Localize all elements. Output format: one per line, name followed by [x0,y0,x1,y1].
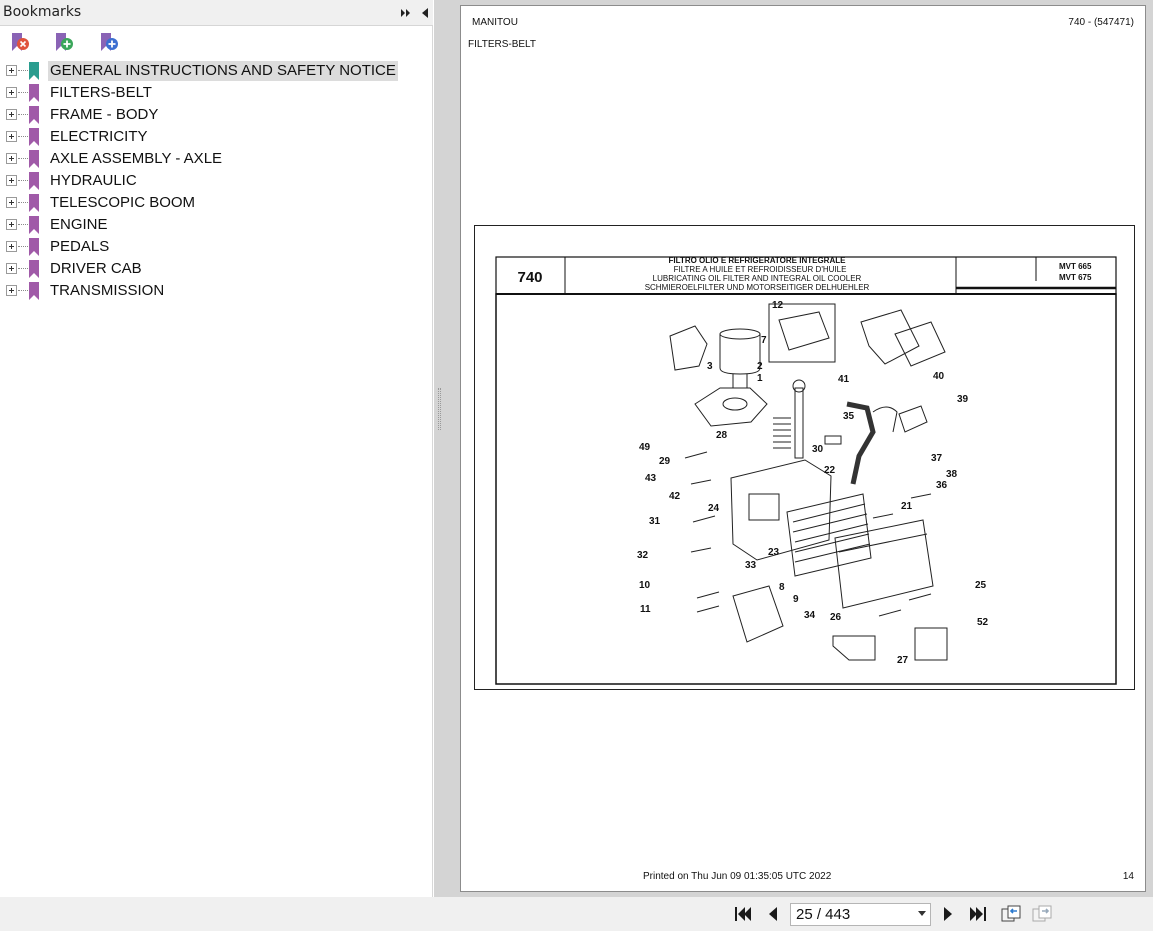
expand-toggle-icon[interactable] [6,131,17,142]
bookmark-item[interactable] [0,126,432,148]
bookmark-icon [28,172,40,190]
add-child-bookmark-icon[interactable] [97,31,121,55]
exploded-view-parts [670,304,947,660]
callout-number: 40 [933,371,945,382]
bookmark-label: PEDALS [50,238,110,255]
expand-toggle-icon[interactable] [6,175,17,186]
callout-number: 32 [637,550,649,561]
callout-number: 39 [957,394,969,405]
tree-connector [18,180,28,181]
bookmark-item[interactable] [0,236,432,258]
callout-number: 33 [745,560,757,571]
bookmark-item[interactable] [0,82,432,104]
bookmark-item[interactable] [0,104,432,126]
document-page [460,5,1146,892]
add-bookmark-icon[interactable] [52,31,76,55]
callout-number: 52 [977,617,989,628]
diagram-border [496,294,1116,684]
tree-connector [18,158,28,159]
figure-title-fr: FILTRE A HUILE ET REFROIDISSEUR D'HUILE [673,265,847,274]
prev-page-icon[interactable] [762,904,784,924]
callout-number: 1 [757,373,763,384]
bookmark-label: FRAME - BODY [50,106,159,123]
bookmarks-header [0,0,433,26]
figure-model-1: MVT 665 [1059,262,1092,271]
bookmark-icon [28,238,40,256]
tree-connector [18,136,28,137]
bookmark-icon [28,84,40,102]
bookmark-item[interactable] [0,60,432,82]
figure-title-it: FILTRO OLIO E REFRIGERATORE INTEGRALE [668,256,846,265]
callout-number: 23 [768,547,780,558]
expand-toggle-icon[interactable] [6,153,17,164]
bookmark-item[interactable] [0,280,432,302]
expand-toggle-icon[interactable] [6,219,17,230]
figure-title-de: SCHMIEROELFILTER UND MOTORSEITIGER DELHUEHLER [644,283,870,292]
callout-number: 35 [843,411,855,422]
callout-number: 34 [804,610,816,621]
bookmark-label: AXLE ASSEMBLY - AXLE [50,150,223,167]
callout-number: 2 [757,361,763,372]
remove-bookmark-icon[interactable] [8,31,32,55]
collapse-panel-icon[interactable] [418,5,432,19]
part-callouts [637,300,989,666]
callout-number: 37 [931,453,943,464]
expand-toggle-icon[interactable] [6,263,17,274]
tree-connector [18,246,28,247]
splitter-grip[interactable] [438,388,441,430]
callout-number: 25 [975,580,987,591]
bookmark-icon [28,150,40,168]
bookmark-icon [28,62,40,80]
callout-number: 21 [901,501,913,512]
callout-number: 24 [708,503,720,514]
bookmark-item[interactable] [0,148,432,170]
forward-view-icon[interactable] [1031,904,1053,924]
title-block [496,256,1116,294]
printed-on-footer: Printed on Thu Jun 09 01:35:05 UTC 2022 [643,871,832,882]
bookmark-item[interactable] [0,170,432,192]
bookmark-item[interactable] [0,192,432,214]
bookmark-label: DRIVER CAB [50,260,142,277]
page-section: FILTERS-BELT [468,39,536,50]
page-number-value: 25 / 443 [796,906,851,923]
tree-connector [18,202,28,203]
callout-number: 36 [936,480,948,491]
page-brand: MANITOU [472,17,518,28]
bookmark-label: ENGINE [50,216,108,233]
page-reference: 740 - (547471) [1068,17,1134,28]
tree-connector [18,224,28,225]
tree-connector [18,114,28,115]
callout-number: 28 [716,430,728,441]
figure-title-en: LUBRICATING OIL FILTER AND INTEGRAL OIL COOLER [652,274,862,283]
bookmarks-toolbar [0,27,433,59]
figure-code: 740 [517,269,543,286]
expand-toggle-icon[interactable] [6,197,17,208]
expand-all-icon[interactable] [399,5,413,19]
tree-connector [18,92,28,93]
chevron-down-icon[interactable] [918,911,926,916]
next-page-icon[interactable] [937,904,959,924]
back-view-icon[interactable] [1000,904,1022,924]
callout-number: 43 [645,473,657,484]
bookmark-label: ELECTRICITY [50,128,148,145]
callout-number: 3 [707,361,713,372]
callout-number: 9 [793,594,799,605]
callout-number: 27 [897,655,909,666]
panel-splitter[interactable] [434,0,446,897]
callout-number: 41 [838,374,850,385]
bookmark-item[interactable] [0,214,432,236]
tree-connector [18,268,28,269]
bookmark-icon [28,260,40,278]
page-number-select[interactable] [790,903,931,926]
bookmark-label: HYDRAULIC [50,172,137,189]
bookmark-icon [28,106,40,124]
callout-number: 30 [812,444,824,455]
callout-number: 8 [779,582,785,593]
callout-number: 12 [772,300,784,311]
bookmark-label: FILTERS-BELT [50,84,152,101]
callout-number: 10 [639,580,651,591]
page-number-footer: 14 [1122,871,1134,882]
expand-toggle-icon[interactable] [6,241,17,252]
expand-toggle-icon[interactable] [6,109,17,120]
bookmark-icon [28,194,40,212]
bookmarks-title: Bookmarks [3,4,82,20]
figure-model-2: MVT 675 [1059,273,1092,282]
expand-toggle-icon[interactable] [6,285,17,296]
bookmarks-panel [0,0,433,897]
first-page-icon[interactable] [732,904,754,924]
expand-toggle-icon[interactable] [6,65,17,76]
callout-number: 7 [761,335,767,346]
bookmark-icon [28,128,40,146]
parts-diagram-drawing [475,226,1134,689]
document-viewer[interactable] [446,0,1153,897]
callout-number: 38 [946,469,958,480]
tree-connector [18,290,28,291]
bookmark-label: TELESCOPIC BOOM [50,194,196,211]
callout-number: 49 [639,442,651,453]
parts-diagram [474,225,1135,690]
last-page-icon[interactable] [967,904,989,924]
tree-connector [18,70,28,71]
callout-number: 11 [640,604,651,615]
bookmark-label: GENERAL INSTRUCTIONS AND SAFETY NOTICE [50,62,396,79]
expand-toggle-icon[interactable] [6,87,17,98]
callout-number: 29 [659,456,671,467]
bookmark-label: TRANSMISSION [50,282,165,299]
bookmark-icon [28,216,40,234]
bookmark-item[interactable] [0,258,432,280]
callout-number: 31 [649,516,661,527]
callout-number: 42 [669,491,681,502]
callout-number: 22 [824,465,836,476]
callout-number: 26 [830,612,842,623]
bookmark-icon [28,282,40,300]
